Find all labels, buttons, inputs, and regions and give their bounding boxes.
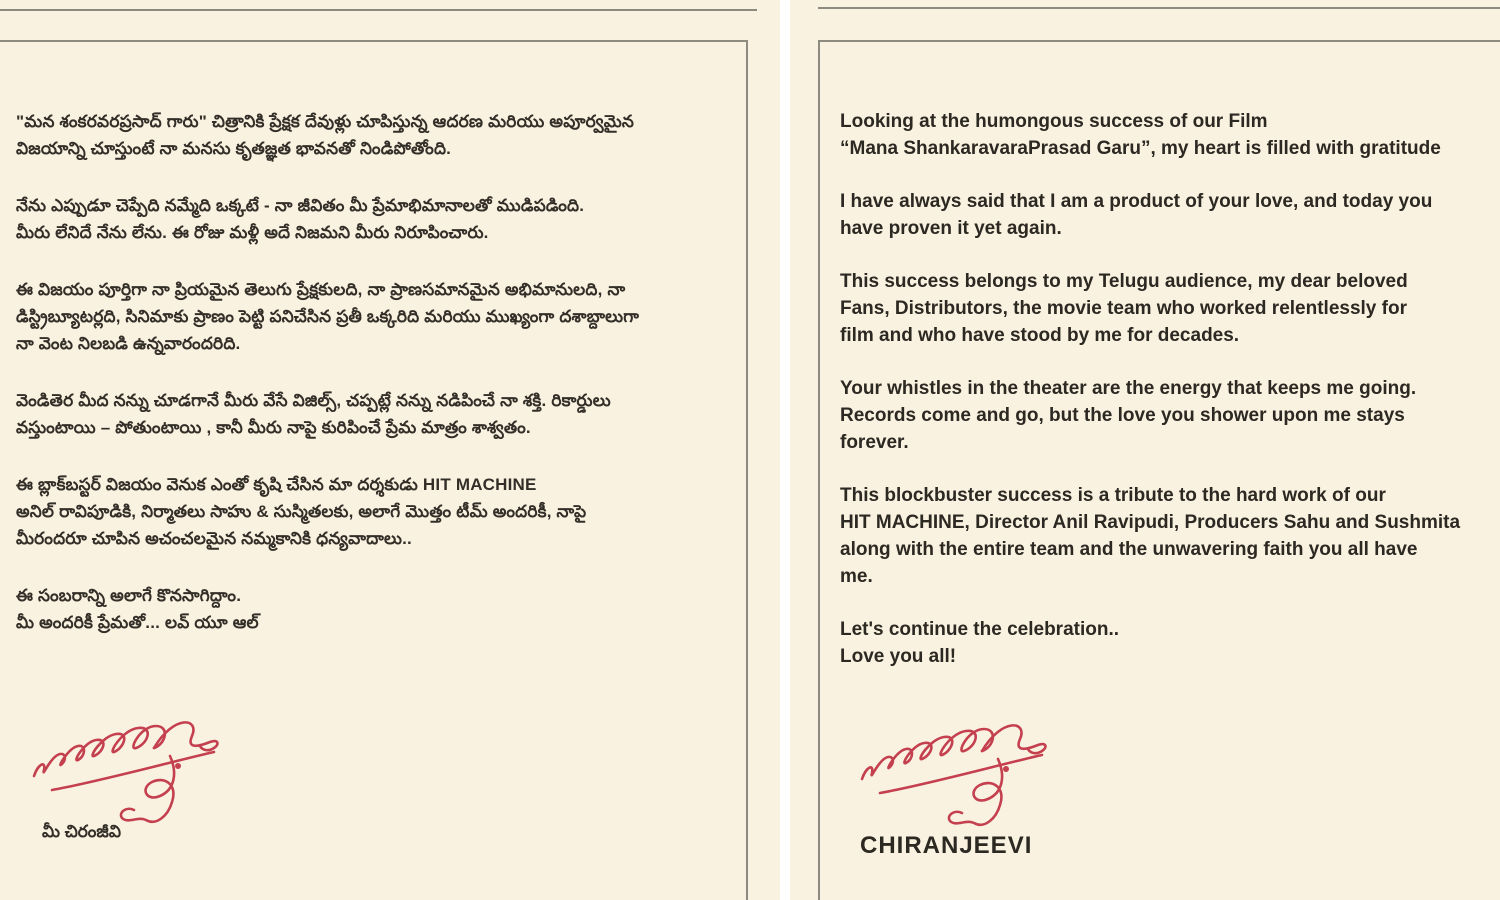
chiranjeevi-signature	[856, 697, 1051, 835]
text-line: I have always said that I am a product of your love, and today you	[840, 191, 1433, 212]
text-line: Love you all!	[840, 646, 957, 667]
paragraph	[16, 471, 732, 552]
paragraph	[16, 276, 732, 357]
text-line: మీ అందరికీ ప్రేమతో... లవ్ యూ ఆల్	[16, 613, 259, 632]
text-line: ఈ బ్లాక్‌బస్టర్ విజయం వెనుక ఎంతో కృషి చేసిన మా దర్శకుడు HIT MACHINE	[16, 475, 537, 494]
paragraph	[840, 108, 1500, 162]
paragraph	[840, 616, 1500, 670]
paragraph	[840, 188, 1500, 242]
text-line: ఈ సంబరాన్ని అలాగే కొనసాగిద్దాం.	[16, 586, 242, 605]
english-letter-body	[840, 108, 1500, 696]
text-line: వస్తుంటాయి – పోతుంటాయి , కానీ మీరు నాపై కురిపించే ప్రేమ మాత్రం శాశ్వతం.	[16, 418, 531, 437]
text-line: “Mana ShankaravaraPrasad Garu”, my heart is filled with gratitude	[840, 138, 1441, 159]
text-line: విజయాన్ని చూస్తుంటే నా మనసు కృతజ్ఞత భావనతో నిండిపోతోంది.	[16, 139, 452, 158]
paragraph	[840, 268, 1500, 349]
text-line: Fans, Distributors, the movie team who worked relentlessly for	[840, 298, 1407, 319]
text-line: Records come and go, but the love you shower upon me stays	[840, 405, 1405, 426]
text-line: ఈ విజయం పూర్తిగా నా ప్రియమైన తెలుగు ప్రేక్షకులది, నా ప్రాణసమానమైన అభిమానులది, నా	[16, 280, 626, 299]
chiranjeevi-signature	[28, 694, 223, 832]
text-line: మీరందరూ చూపిన అచంచలమైన నమ్మకానికి ధన్యవాదాలు..	[16, 529, 412, 548]
text-line: మీరు లేనిదే నేను లేను. ఈ రోజు మళ్లీ అదే నిజమని మీరు నిరూపించారు.	[16, 223, 489, 242]
paragraph	[16, 582, 732, 636]
telugu-letter-page	[0, 40, 748, 900]
previous-page-bottom-edge	[818, 7, 1500, 9]
telugu-signoff: మీ చిరంజీవి	[42, 822, 121, 841]
paragraph	[840, 375, 1500, 456]
text-line: నేను ఎప్పుడూ చెప్పేది నమ్మేది ఒక్కటే - నా జీవితం మీ ప్రేమాభిమానాలతో ముడిపడింది.	[16, 196, 585, 215]
paragraph	[16, 108, 732, 162]
text-line: డిస్ట్రిబ్యూటర్లది, సినిమాకు ప్రాణం పెట్టి పనిచేసిన ప్రతీ ఒక్కరిది మరియు ముఖ్యంగా దశాబ్దాలుగా	[16, 307, 640, 326]
paragraph	[16, 387, 732, 441]
text-line: వెండితెర మీద నన్ను చూడగానే మీరు వేసే విజిల్స్, చప్పట్లే నన్ను నడిపించే నా శక్తి. రికార్డులు	[16, 391, 611, 410]
text-line: me.	[840, 566, 873, 587]
text-line: Let's continue the celebration..	[840, 619, 1120, 640]
paragraph	[840, 482, 1500, 590]
text-line: "మన శంకరవరప్రసాద్ గారు" చిత్రానికి ప్రేక్షక దేవుళ్లు చూపిస్తున్న ఆదరణ మరియు అపూర్వమైన	[16, 112, 635, 131]
text-line: నా వెంట నిలబడి ఉన్నవారందరిది.	[16, 334, 241, 353]
text-line: అనిల్ రావిపూడికి, నిర్మాతలు సాహు & సుస్మితలకు, అలాగే మొత్తం టీమ్ అందరికీ, నాపై	[16, 502, 587, 521]
text-line: along with the entire team and the unwavering faith you all have	[840, 539, 1418, 560]
text-line: This blockbuster success is a tribute to the hard work of our	[840, 485, 1386, 506]
text-line: HIT MACHINE, Director Anil Ravipudi, Producers Sahu and Sushmita	[840, 512, 1461, 533]
text-line: Your whistles in the theater are the energy that keeps me going.	[840, 378, 1417, 399]
text-line: film and who have stood by me for decades.	[840, 325, 1240, 346]
text-line: Looking at the humongous success of our Film	[840, 111, 1268, 132]
english-letter-sheet	[790, 0, 1500, 900]
english-letter-page	[818, 40, 1500, 900]
paragraph	[16, 192, 732, 246]
english-signoff: CHIRANJEEVI	[860, 832, 1033, 859]
previous-page-bottom-edge	[0, 9, 757, 11]
text-line: have proven it yet again.	[840, 218, 1062, 239]
telugu-letter-body	[16, 108, 732, 666]
text-line: forever.	[840, 432, 909, 453]
text-line: This success belongs to my Telugu audience, my dear beloved	[840, 271, 1408, 292]
